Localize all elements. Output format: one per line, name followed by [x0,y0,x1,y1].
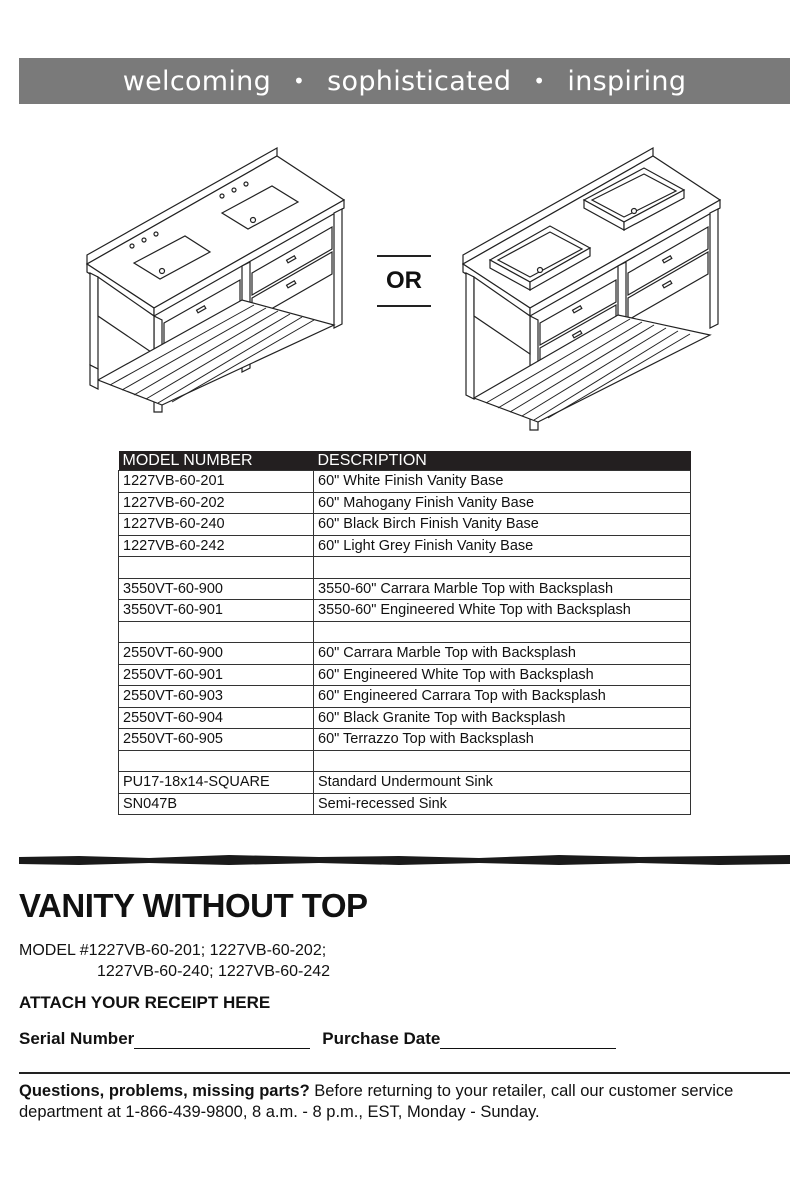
serial-number-field[interactable] [134,1032,310,1049]
description-cell [314,557,691,579]
description-cell: 3550-60" Engineered White Top with Backsplash [314,600,691,622]
questions-body: Before returning to your retailer, call our customer service department at 1-866-439-9800, 8 a.m. - 8 p.m., EST, Monday - Sunday. [19,1082,734,1121]
or-separator [377,255,431,307]
table-row [119,686,691,708]
questions-heading: Questions, problems, missing parts? [19,1082,310,1100]
model-number-cell: 1227VB-60-202 [119,492,314,514]
serial-number-label: Serial Number [19,1029,135,1048]
description-cell: 60" Carrara Marble Top with Backsplash [314,643,691,665]
table-row [119,729,691,751]
table-row [119,707,691,729]
tagline-banner [19,58,790,104]
table-row-empty [119,621,691,643]
vanity-with-undermount-sinks-icon [82,140,352,415]
section-divider [19,853,790,867]
model-number-cell [119,557,314,579]
banner-separator: • [293,69,306,93]
table-row [119,772,691,794]
table-row [119,492,691,514]
model-number-cell: SN047B [119,793,314,815]
description-cell: Standard Undermount Sink [314,772,691,794]
description-cell: 60" Engineered White Top with Backsplash [314,664,691,686]
description-cell: 60" Light Grey Finish Vanity Base [314,535,691,557]
purchase-date-label: Purchase Date [322,1029,441,1048]
model-number-cell: 1227VB-60-242 [119,535,314,557]
column-header-model-number: MODEL NUMBER [119,451,314,471]
table-header-row [119,451,691,471]
model-number-cell: 2550VT-60-901 [119,664,314,686]
banner-word-sophisticated: sophisticated [327,65,512,97]
description-cell: 60" Terrazzo Top with Backsplash [314,729,691,751]
column-header-description: DESCRIPTION [314,451,691,471]
model-number-cell: 2550VT-60-904 [119,707,314,729]
model-number-cell: 2550VT-60-905 [119,729,314,751]
description-cell: 60" Engineered Carrara Top with Backsplash [314,686,691,708]
description-cell: 60" White Finish Vanity Base [314,471,691,493]
or-label: OR [386,267,422,294]
serial-purchase-row [19,1029,628,1049]
model-number-cell: 3550VT-60-901 [119,600,314,622]
banner-separator: • [533,69,546,93]
description-cell: 60" Black Granite Top with Backsplash [314,707,691,729]
model-number-cell: 1227VB-60-201 [119,471,314,493]
table-row [119,793,691,815]
table-row [119,514,691,536]
banner-word-inspiring: inspiring [567,65,687,97]
model-table [118,451,691,815]
table-row [119,578,691,600]
model-numbers-line-1: MODEL #1227VB-60-201; 1227VB-60-202; [19,942,327,959]
divider-line [19,1072,790,1074]
table-row [119,664,691,686]
table-row-empty [119,557,691,579]
model-number-cell: PU17-18x14-SQUARE [119,772,314,794]
attach-receipt-label: ATTACH YOUR RECEIPT HERE [19,993,271,1012]
description-cell [314,621,691,643]
model-number-cell: 2550VT-60-900 [119,643,314,665]
model-numbers-line-2: 1227VB-60-240; 1227VB-60-242 [97,963,331,980]
description-cell: Semi-recessed Sink [314,793,691,815]
model-number-cell [119,750,314,772]
model-number-cell: 2550VT-60-903 [119,686,314,708]
model-number-cell: 1227VB-60-240 [119,514,314,536]
description-cell: 60" Black Birch Finish Vanity Base [314,514,691,536]
table-row [119,471,691,493]
description-cell: 3550-60" Carrara Marble Top with Backsplash [314,578,691,600]
table-row [119,643,691,665]
description-cell: 60" Mahogany Finish Vanity Base [314,492,691,514]
purchase-date-field[interactable] [440,1032,616,1049]
description-cell [314,750,691,772]
customer-service-notice [19,1081,794,1123]
table-row [119,535,691,557]
page-title: VANITY WITHOUT TOP [19,887,368,924]
table-row-empty [119,750,691,772]
vanity-with-semi-recessed-sinks-icon [458,140,728,435]
banner-word-welcoming: welcoming [122,65,272,97]
model-number-cell: 3550VT-60-900 [119,578,314,600]
table-row [119,600,691,622]
model-number-cell [119,621,314,643]
